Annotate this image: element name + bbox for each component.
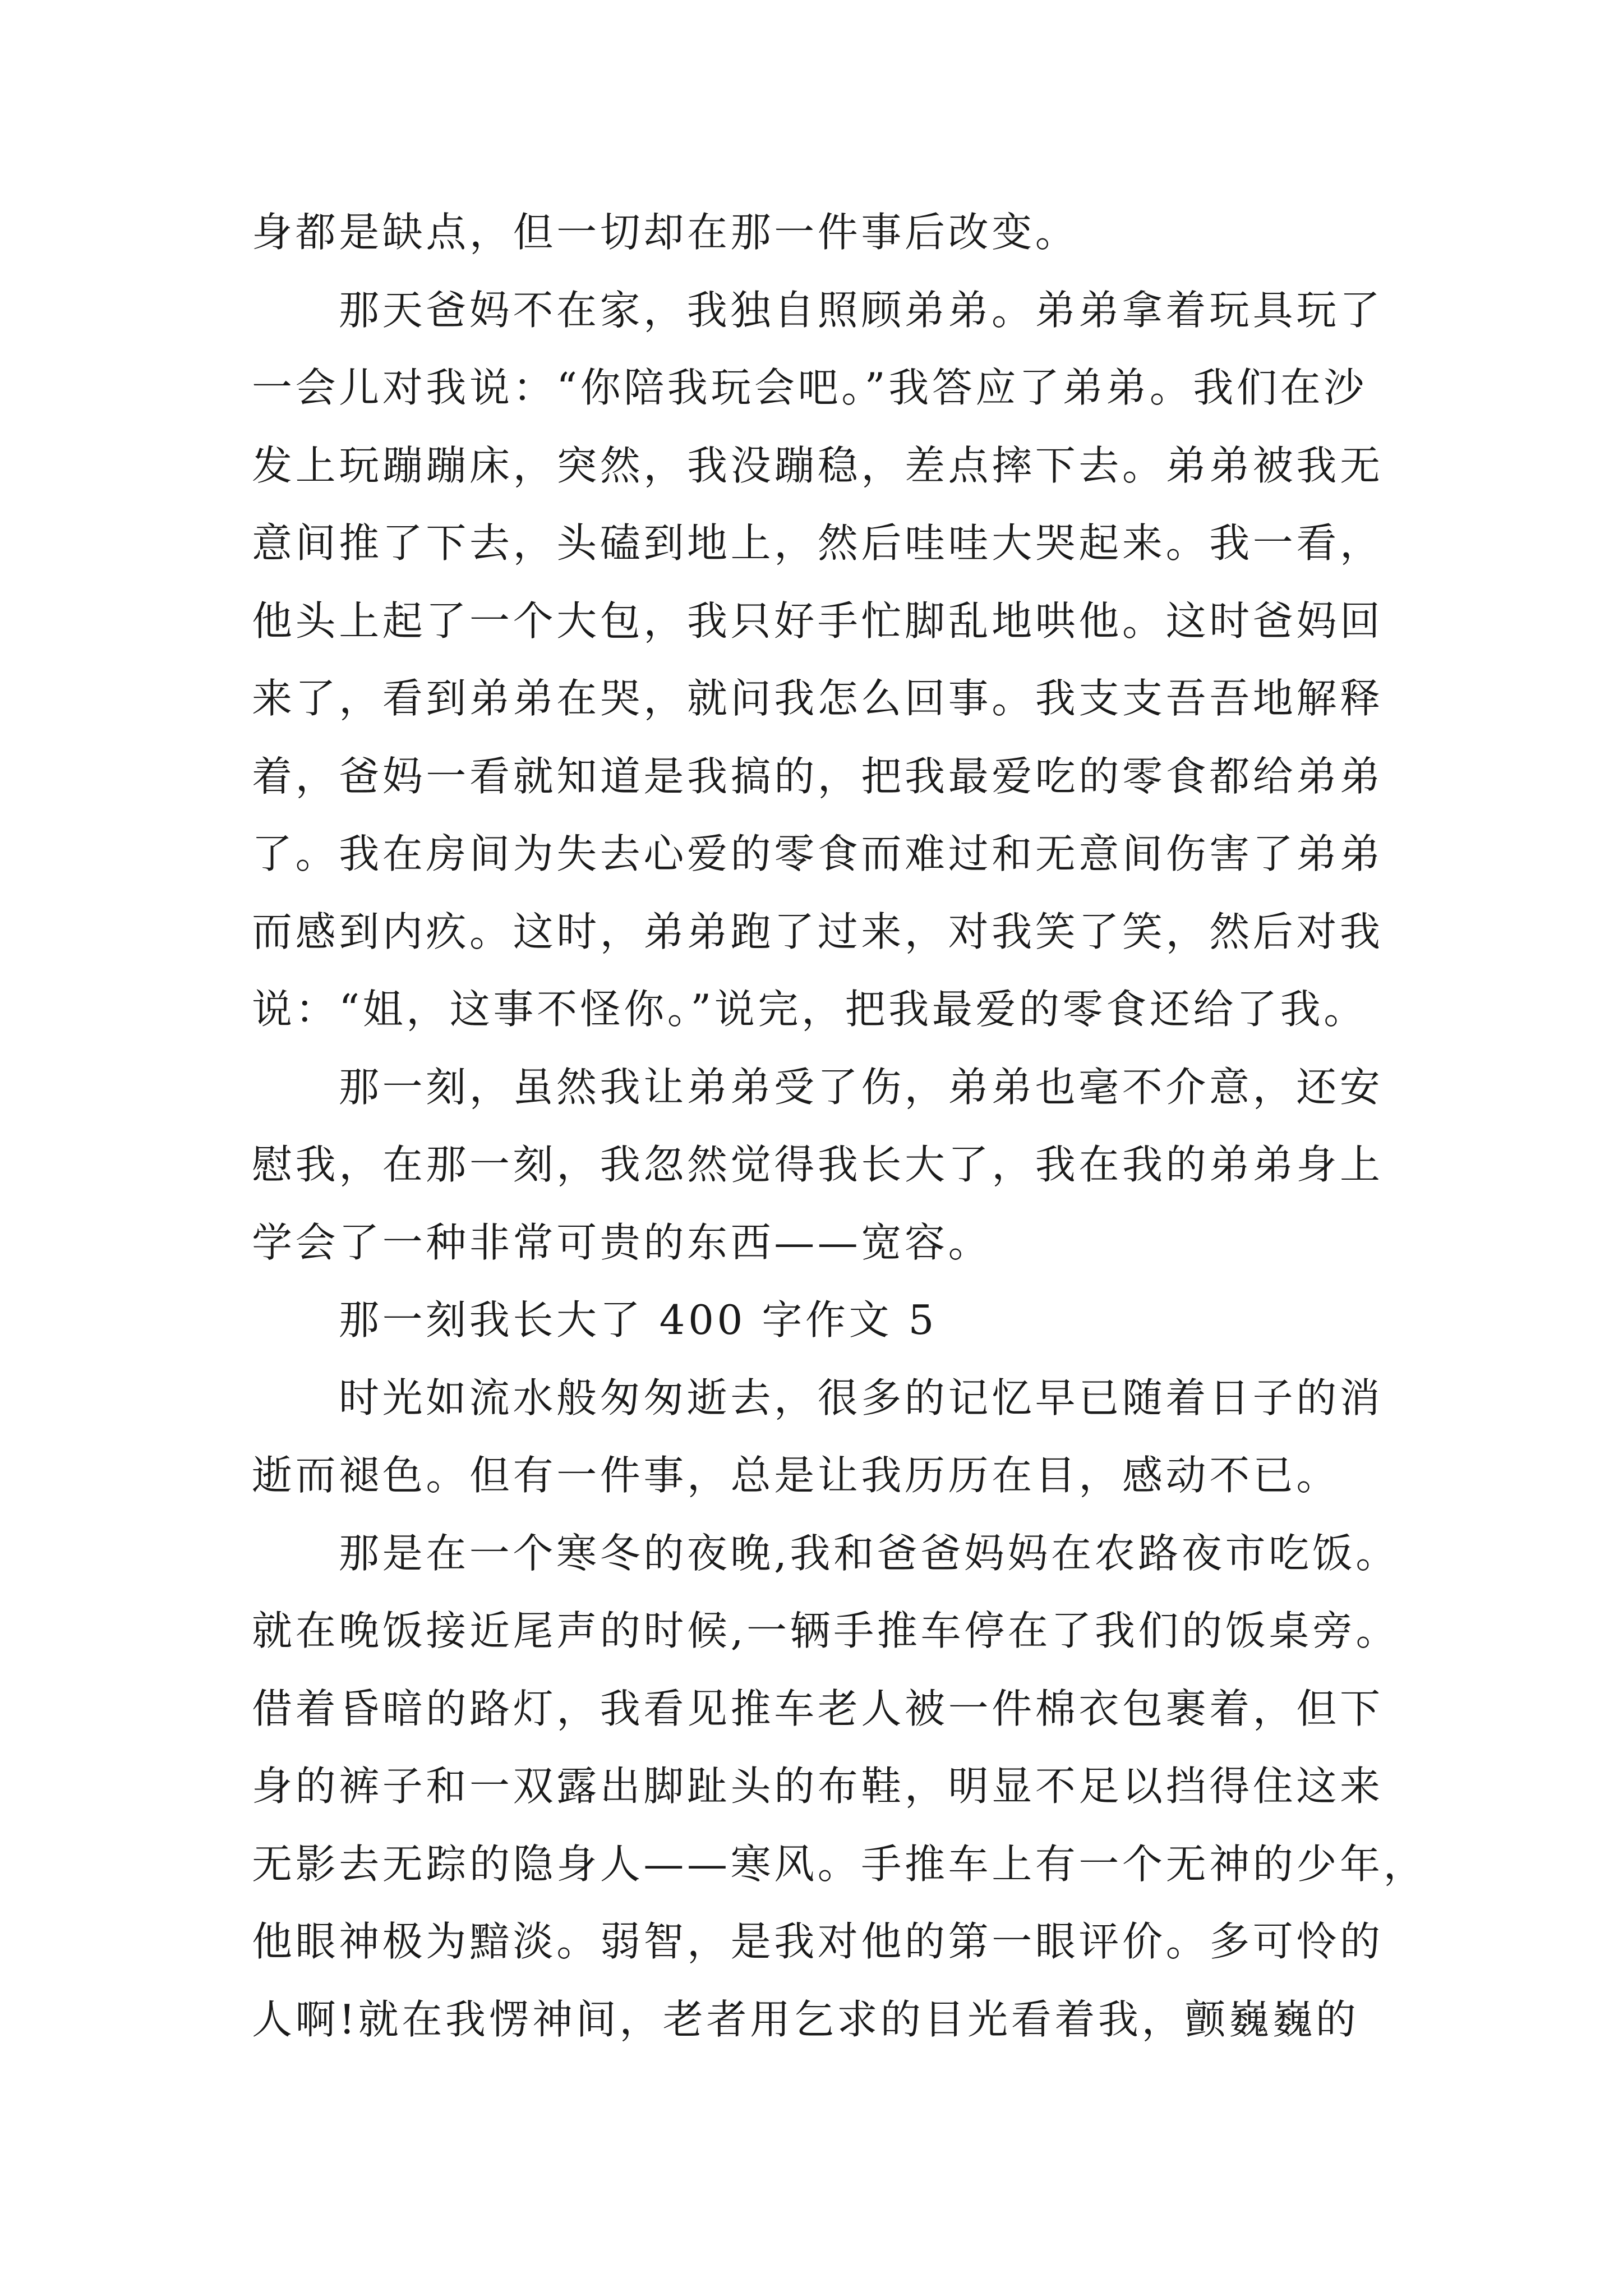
text-line: 而感到内疚。这时，弟弟跑了过来，对我笑了笑，然后对我 xyxy=(252,908,1384,955)
paragraph-first-line: 那天爸妈不在家，我独自照顾弟弟。弟弟拿着玩具玩了 xyxy=(339,286,1384,334)
text-line: 来了，看到弟弟在哭，就问我怎么回事。我支支吾吾地解释 xyxy=(252,675,1384,722)
text-line: 借着昏暗的路灯，我看见推车老人被一件棉衣包裹着，但下 xyxy=(252,1685,1384,1732)
document-text xyxy=(252,194,1427,2058)
text-line: 他头上起了一个大包，我只好手忙脚乱地哄他。这时爸妈回 xyxy=(252,597,1384,645)
text-line: 意间推了下去，头磕到地上，然后哇哇大哭起来。我一看， xyxy=(252,519,1384,567)
paragraph-first-line: 那一刻，虽然我让弟弟受了伤，弟弟也毫不介意，还安 xyxy=(339,1063,1384,1111)
text-line: 人啊!就在我愣神间，老者用乞求的目光看着我，颤巍巍的 xyxy=(252,1995,1359,2043)
text-line: 说：“姐，这事不怪你。”说完，把我最爱的零食还给了我。 xyxy=(252,986,1367,1033)
paragraph-first-line: 那是在一个寒冬的夜晚,我和爸爸妈妈在农路夜市吃饭。 xyxy=(339,1529,1399,1577)
text-line: 发上玩蹦蹦床，突然，我没蹦稳，差点摔下去。弟弟被我无 xyxy=(252,441,1384,489)
text-line: 学会了一种非常可贵的东西——宽容。 xyxy=(252,1218,992,1266)
text-line: 就在晚饭接近尾声的时候,一辆手推车停在了我们的饭桌旁。 xyxy=(252,1607,1400,1654)
text-line: 了。我在房间为失去心爱的零食而难过和无意间伤害了弟弟 xyxy=(252,830,1384,877)
paragraph-first-line: 时光如流水般匆匆逝去，很多的记忆早已随着日子的消 xyxy=(339,1374,1384,1421)
text-line: 慰我，在那一刻，我忽然觉得我长大了，我在我的弟弟身上 xyxy=(252,1141,1384,1188)
section-heading: 那一刻我长大了 400 字作文 5 xyxy=(339,1296,938,1343)
text-line: 一会儿对我说：“你陪我玩会吧。”我答应了弟弟。我们在沙 xyxy=(252,364,1367,411)
text-line: 他眼神极为黯淡。弱智，是我对他的第一眼评价。多可怜的 xyxy=(252,1918,1384,1965)
text-line: 逝而褪色。但有一件事，总是让我历历在目，感动不已。 xyxy=(252,1452,1340,1499)
text-line: 身都是缺点，但一切却在那一件事后改变。 xyxy=(252,209,1079,256)
text-line: 身的裤子和一双露出脚趾头的布鞋，明显不足以挡得住这来 xyxy=(252,1763,1384,1810)
text-line: 着，爸妈一看就知道是我搞的，把我最爱吃的零食都给弟弟 xyxy=(252,752,1384,800)
text-line: 无影去无踪的隐身人——寒风。手推车上有一个无神的少年， xyxy=(252,1840,1427,1888)
